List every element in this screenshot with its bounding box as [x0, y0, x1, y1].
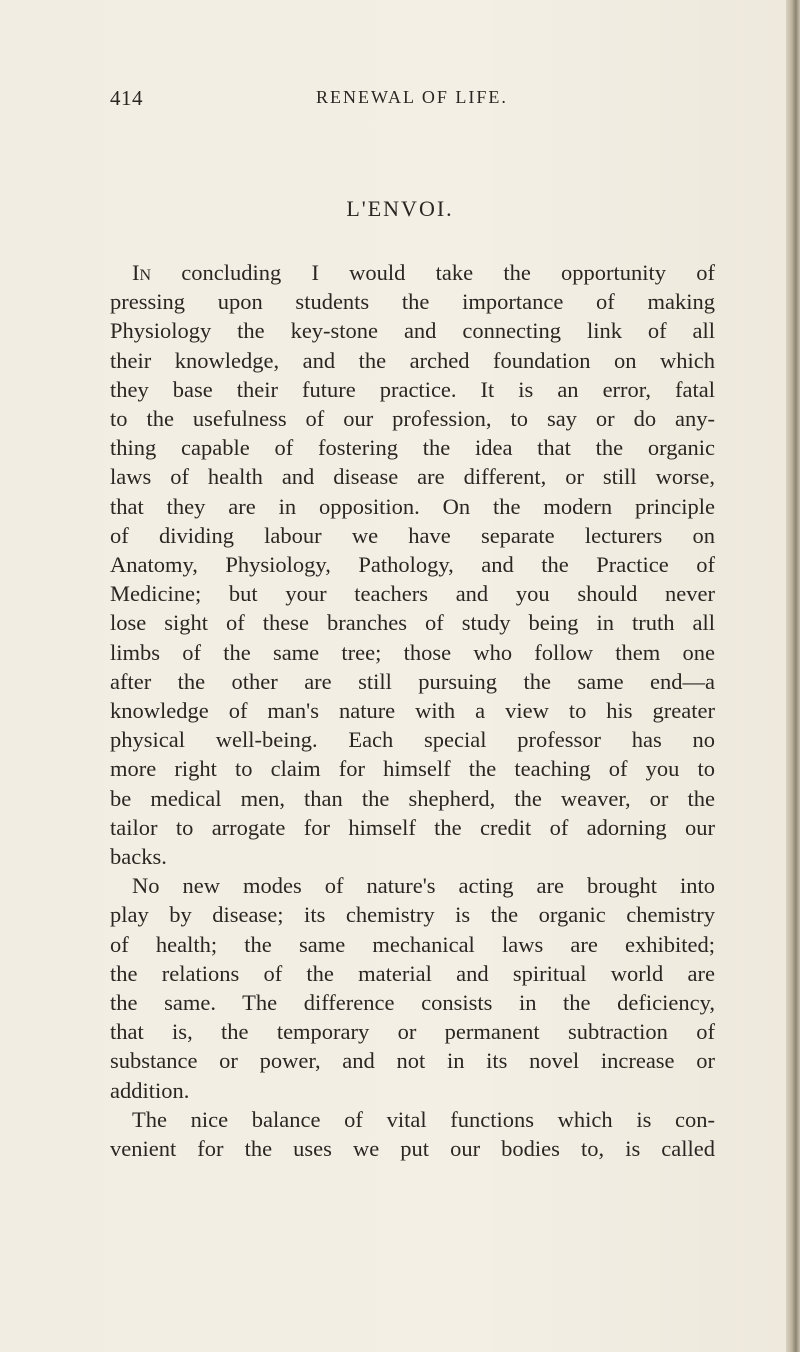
- book-gutter: [786, 0, 800, 1352]
- text-line: more right to claim for himself the teaching of you to: [110, 756, 715, 782]
- text-line: Physiology the key-stone and connecting link of all: [110, 318, 715, 344]
- text-line: after the other are still pursuing the same end—a: [110, 668, 715, 694]
- text-line: physical well-being. Each special professor has no: [110, 727, 715, 753]
- text-line: thing capable of fostering the idea that the organic: [110, 435, 715, 461]
- text-line: limbs of the same tree; those who follow them one: [110, 639, 715, 665]
- text-line: pressing upon students the importance of making: [110, 289, 715, 315]
- text-line: backs.: [110, 844, 167, 870]
- text-line: laws of health and disease are different, or still worse,: [110, 464, 715, 490]
- text-line: venient for the uses we put our bodies to, is called: [110, 1136, 715, 1162]
- section-title: L'ENVOI.: [346, 196, 454, 221]
- text-line: the relations of the material and spiritual world are: [110, 960, 715, 986]
- text-line: the same. The difference consists in the deficiency,: [110, 990, 715, 1016]
- text-line: of health; the same mechanical laws are exhibited;: [110, 931, 715, 957]
- paragraph-1: [110, 258, 715, 871]
- page-number: 414: [110, 86, 143, 110]
- text-line: their knowledge, and the arched foundation on which: [110, 347, 715, 373]
- text-line: to the usefulness of our profession, to say or do any-: [110, 406, 715, 432]
- text-line: that is, the temporary or permanent subtraction of: [110, 1019, 715, 1045]
- body-text: [110, 258, 715, 1163]
- text-line: lose sight of these branches of study being in truth all: [110, 610, 715, 636]
- text-line: play by disease; its chemistry is the organic chemistry: [110, 902, 715, 928]
- text-line: Anatomy, Physiology, Pathology, and the Practice of: [110, 552, 715, 578]
- text-line: No new modes of nature's acting are brought into: [132, 873, 715, 899]
- running-head: RENEWAL OF LIFE.: [316, 87, 508, 107]
- text-line: substance or power, and not in its novel increase or: [110, 1048, 715, 1074]
- paragraph-2: [110, 871, 715, 1105]
- text-line: of dividing labour we have separate lecturers on: [110, 522, 715, 548]
- text-line: addition.: [110, 1077, 190, 1103]
- text-line: The nice balance of vital functions which is con-: [132, 1106, 715, 1132]
- page-header: [110, 86, 710, 116]
- text-line: knowledge of man's nature with a view to his greater: [110, 698, 715, 724]
- text-line: tailor to arrogate for himself the credit of adorning our: [110, 814, 715, 840]
- paragraph-3: [110, 1105, 715, 1163]
- text-line: In concluding I would take the opportunity of: [132, 260, 715, 285]
- text-line: Medicine; but your teachers and you should never: [110, 581, 715, 607]
- text-line: that they are in opposition. On the modern principle: [110, 493, 715, 519]
- opening-word: In: [132, 260, 152, 285]
- text-line: be medical men, than the shepherd, the weaver, or the: [110, 785, 715, 811]
- text-line: they base their future practice. It is an error, fatal: [110, 376, 715, 402]
